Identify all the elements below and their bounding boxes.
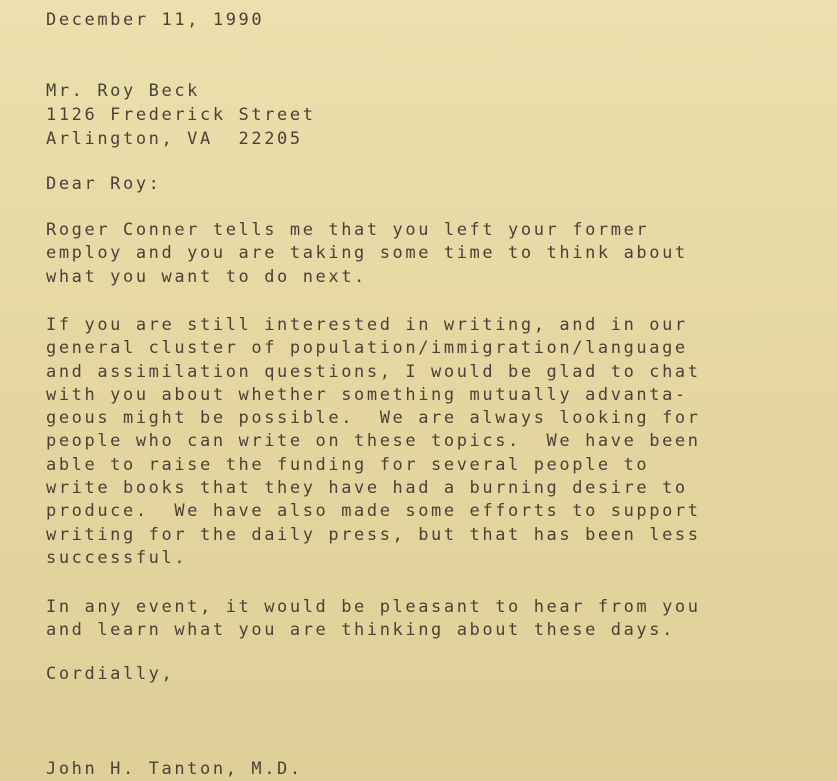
paragraph-1-line: what you want to do next. [46,266,367,287]
paragraph-1 [46,219,688,289]
recipient-city-state-zip: Arlington, VA 22205 [46,129,303,149]
paragraph-2-line: geous might be possible. We are always looking for [46,408,701,429]
paragraph-2-line: general cluster of population/immigration/language [46,338,688,359]
paragraph-2-line: successful. [46,547,188,568]
paragraph-3-line: In any event, it would be pleasant to hear from you [46,597,701,617]
paragraph-2-line: If you are still interested in writing, and in our [46,315,688,335]
paragraph-2-line: and assimilation questions, I would be glad to chat [46,361,701,382]
recipient-street: 1126 Frederick Street [46,105,316,125]
paragraph-2-line: with you about whether something mutually advanta- [46,384,688,405]
paragraph-1-line: Roger Conner tells me that you left your former [46,220,650,240]
paragraph-2-line: people who can write on these topics. We have been [46,431,701,452]
salutation: Dear Roy: [46,174,162,194]
paragraph-3 [46,596,701,643]
signature-name: John H. Tanton, M.D. [46,759,303,779]
paragraph-2-line: produce. We have also made some efforts to support [46,501,701,522]
paragraph-2 [46,314,701,570]
closing: Cordially, [46,664,175,684]
paragraph-3-line: and learn what you are thinking about these days. [46,620,675,641]
recipient-name: Mr. Roy Beck [46,81,201,101]
letter-date: December 11, 1990 [46,10,265,30]
paragraph-2-line: able to raise the funding for several people to [46,454,650,475]
paragraph-2-line: writing for the daily press, but that has been less [46,524,701,545]
paragraph-1-line: employ and you are taking some time to think about [46,243,688,264]
paragraph-2-line: write books that they have had a burning desire to [46,478,688,499]
